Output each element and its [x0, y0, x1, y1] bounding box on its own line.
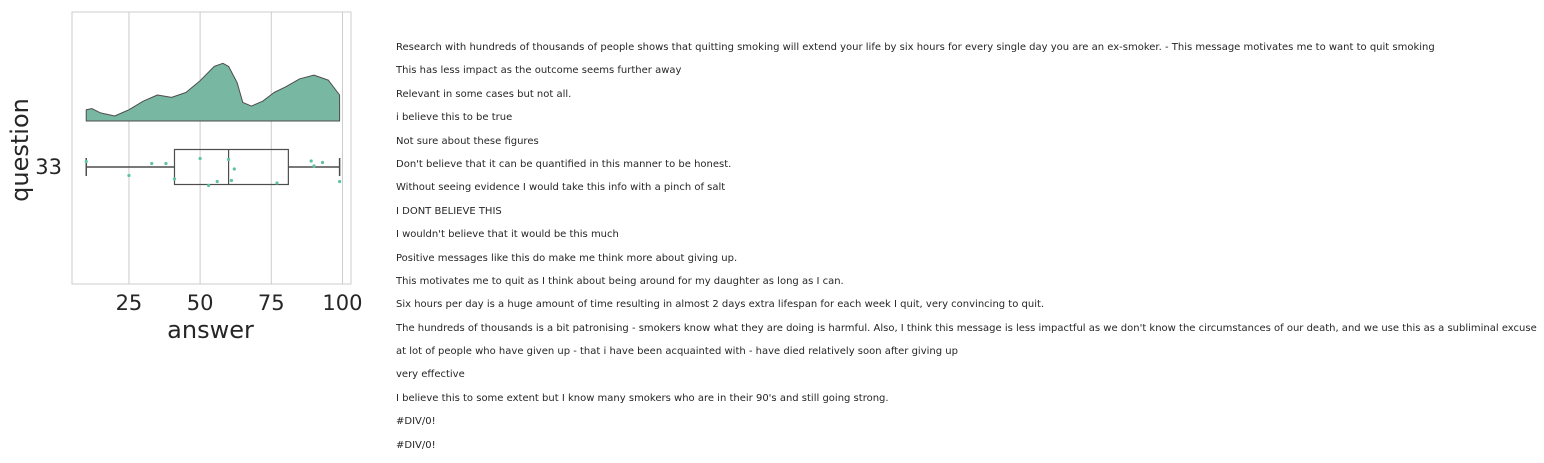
comment-text: at lot of people who have given up - that i have been acquainted with - have died relatively soon after giving up	[396, 346, 958, 358]
data-point-13	[310, 159, 313, 162]
comment-text: Without seeing evidence I would take this info with a pinch of salt	[396, 182, 726, 194]
comment-text: This motivates me to quit as I think about being around for my daughter as long as I can.	[396, 275, 844, 287]
comment-text: I wouldn't believe that it would be this much	[396, 229, 619, 241]
data-point-12	[275, 181, 278, 184]
comment-text: I believe this to some extent but I know many smokers who are in their 90's and still going strong.	[396, 392, 889, 404]
box-plot	[86, 150, 339, 185]
y-tick-label: 33	[35, 155, 62, 179]
comments-list	[396, 42, 1537, 463]
comment-text: #DIV/0!	[396, 439, 436, 451]
y-axis-label: question	[6, 98, 34, 202]
comment-text: This has less impact as the outcome seems further away	[396, 65, 682, 77]
data-point-7	[207, 184, 210, 187]
data-point-14	[312, 164, 315, 167]
comment-text: Relevant in some cases but not all.	[396, 88, 572, 100]
x-axis-label: answer	[167, 316, 254, 344]
plot-frame	[72, 12, 351, 284]
data-point-16	[338, 180, 341, 183]
x-tick-75: 75	[257, 291, 285, 315]
data-point-3	[150, 162, 153, 165]
strip-points	[85, 157, 342, 187]
comment-text: Six hours per day is a huge amount of time resulting in almost 2 days extra lifespan for each week I quit, very convincing to quit.	[396, 299, 1045, 311]
x-tick-25: 25	[115, 291, 143, 315]
raincloud-chart	[0, 0, 380, 360]
data-point-6	[199, 157, 202, 160]
comment-text: The hundreds of thousands is a bit patronising - smokers know what they are doing is harmful. Also, I think this message is less impactful as we don't know the circumstances of our death, and we use this as a subliminal excuse	[396, 322, 1537, 334]
comment-text: I DONT BELIEVE THIS	[396, 205, 502, 217]
data-point-15	[321, 161, 324, 164]
data-point-10	[230, 179, 233, 182]
comment-text: i believe this to be true	[396, 112, 513, 124]
data-point-5	[173, 177, 176, 180]
x-tick-50: 50	[186, 291, 214, 315]
x-tick-labels	[116, 291, 363, 315]
comment-text: Positive messages like this do make me think more about giving up.	[396, 252, 738, 264]
comment-text: Research with hundreds of thousands of people shows that quitting smoking will extend your life by six hours for every single day you are an ex-smoker. - This message motivates me to want to quit smoking	[396, 42, 1435, 53]
x-tick-100: 100	[322, 291, 363, 315]
comment-text: very effective	[396, 369, 465, 381]
data-point-8	[216, 180, 219, 183]
data-point-1	[85, 160, 88, 163]
grid-lines	[129, 12, 343, 284]
data-point-2	[127, 174, 130, 177]
comment-text: Don't believe that it can be quantified in this manner to be honest.	[396, 158, 732, 170]
density-cloud	[86, 63, 339, 121]
data-point-9	[227, 158, 230, 161]
data-point-11	[233, 167, 236, 170]
data-point-4	[164, 162, 167, 165]
comment-text: #DIV/0!	[396, 416, 436, 428]
comment-text: Not sure about these figures	[396, 135, 539, 147]
